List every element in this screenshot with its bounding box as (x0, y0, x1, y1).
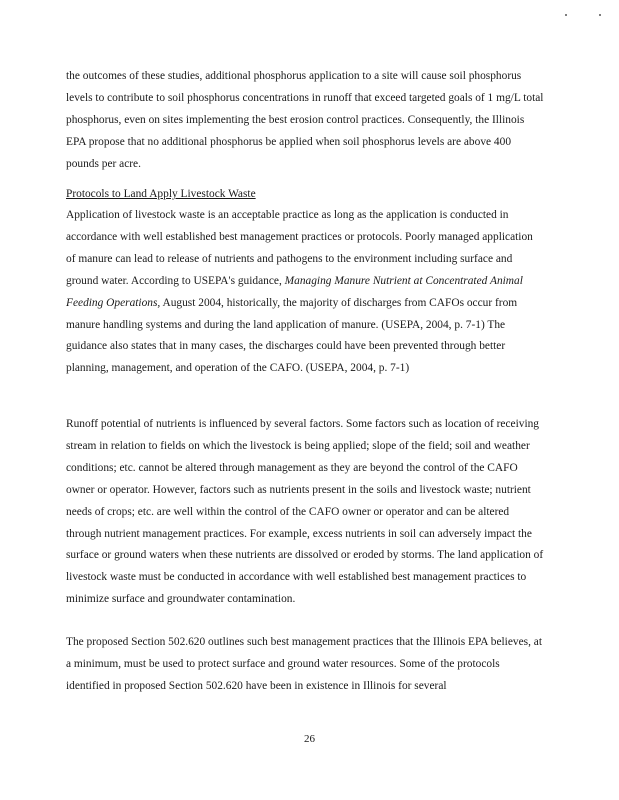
paragraph-proposed-section: The proposed Section 502.620 outlines such best management practices that the Illinois EPA believes, at a minimum, must be used to protect surface and ground water resources. Some of the protocols identified in proposed Section 502.620 have been in existence in Illinois for several (66, 636, 542, 692)
scan-mark (599, 14, 601, 16)
guidance-title: Managing Manure Nutrient at Concentrated Animal Feeding Operations, (66, 274, 523, 309)
paragraph-text: Application of livestock waste is an acceptable practice as long as the application is conducted in accordance with well established best management practices or protocols. Poorly managed application of manure can lead to release of nutrients and pathogens to the environment including surface and ground water. According to USEPA's guidance, (66, 209, 533, 287)
scan-mark (565, 14, 567, 16)
paragraph-phosphorus-conclusion: the outcomes of these studies, additional phosphorus application to a site will cause soil phosphorus levels to contribute to soil phosphorus concentrations in runoff that exceed targeted goals of 1 mg/L total phosphorus, even on sites implementing the best erosion control practices. Consequently, the Illinois EPA propose that no additional phosphorus be applied when soil phosphorus levels are above 400 pounds per acre. (66, 70, 544, 170)
paragraph-runoff-factors: Runoff potential of nutrients is influenced by several factors. Some factors such as location of receiving stream in relation to fields on which the livestock is being applied; slope of the field; soil and weather conditions; etc. cannot be altered through management as they are beyond the control of the CAFO owner or operator. However, factors such as nutrients present in the soils and livestock waste; nutrient needs of crops; etc. are well within the control of the CAFO owner or operator and can be altered through nutrient management practices. For example, excess nutrients in soil can adversely impact the surface or ground waters when these nutrients are dissolved or eroded by storms. The land application of livestock waste must be conducted in accordance with well established best management practices to minimize surface and groundwater contamination. (66, 418, 544, 606)
page-number: 26 (304, 733, 315, 745)
paragraph-land-application (66, 205, 544, 380)
paragraph-text: August 2004, historically, the majority of discharges from CAFOs occur from manure handling systems and during the land application of manure. (USEPA, 2004, p. 7-1) The guidance also states that in many cases, the discharges could have been prevented through better planning, management, and operation of the CAFO. (USEPA, 2004, p. 7-1) (66, 296, 518, 375)
section-heading: Protocols to Land Apply Livestock Waste (66, 188, 256, 200)
